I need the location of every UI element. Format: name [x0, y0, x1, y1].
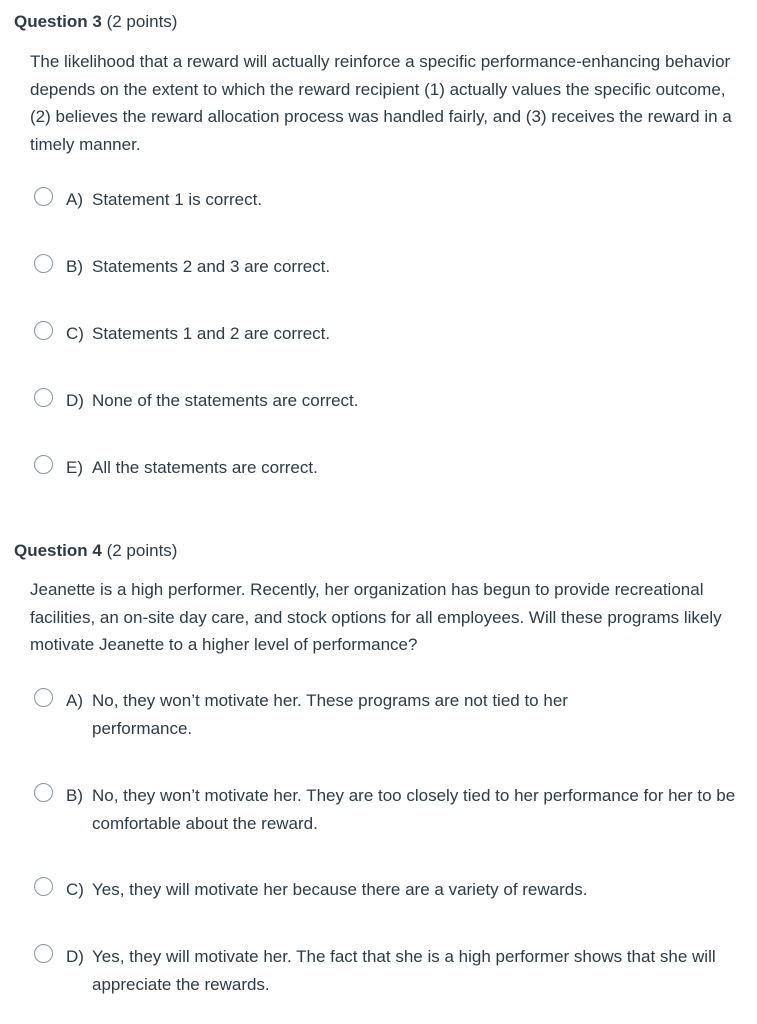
question-points: (2 points)	[106, 12, 178, 31]
option-letter: C)	[66, 880, 84, 899]
question-3-text: The likelihood that a reward will actually reinforce a specific performance-enhancing behavior depends on the extent to which the reward recipient (1) actually values the specific outcome, (2) believes the reward allocation process was handled fairly, and (3) receives the reward in a timely manner.	[30, 52, 732, 154]
option-letter: A)	[66, 190, 83, 209]
radio-button[interactable]	[34, 877, 53, 896]
radio-button[interactable]	[34, 944, 53, 963]
question-points: (2 points)	[106, 541, 178, 560]
question-title: Question 3	[14, 12, 102, 31]
option-letter: B)	[66, 257, 83, 276]
radio-button[interactable]	[34, 388, 53, 407]
radio-button[interactable]	[34, 783, 53, 802]
option-text: No, they won’t motivate her. They are too closely tied to her performance for her to be comfortable about the reward.	[92, 786, 736, 833]
radio-button[interactable]	[34, 321, 53, 340]
option-letter: E)	[66, 458, 83, 477]
radio-button[interactable]	[34, 254, 53, 273]
option-text: Yes, they will motivate her because there are a variety of rewards.	[92, 880, 588, 899]
question-4-header	[14, 540, 177, 562]
option-text: None of the statements are correct.	[92, 391, 359, 410]
question-4-text: Jeanette is a high performer. Recently, her organization has begun to provide recreational facilities, an on-site day care, and stock options for all employees. Will these programs likely motivate Jeanette to a higher level of performance?	[30, 580, 722, 654]
option-letter: D)	[66, 947, 84, 966]
radio-button[interactable]	[34, 187, 53, 206]
option-text: Statement 1 is correct.	[92, 190, 263, 209]
radio-button[interactable]	[34, 455, 53, 474]
option-text: All the statements are correct.	[92, 458, 318, 477]
option-letter: B)	[66, 786, 83, 805]
option-letter: D)	[66, 391, 84, 410]
option-letter: A)	[66, 691, 83, 710]
radio-button[interactable]	[34, 688, 53, 707]
option-text: Yes, they will motivate her. The fact that she is a high performer shows that she will appreciate the rewards.	[92, 947, 716, 994]
option-text: Statements 2 and 3 are correct.	[92, 257, 331, 276]
option-text: Statements 1 and 2 are correct.	[92, 324, 331, 343]
option-text: No, they won’t motivate her. These programs are not tied to her performance.	[92, 691, 568, 738]
question-title: Question 4	[14, 541, 102, 560]
question-3-header	[14, 11, 177, 33]
option-letter: C)	[66, 324, 84, 343]
